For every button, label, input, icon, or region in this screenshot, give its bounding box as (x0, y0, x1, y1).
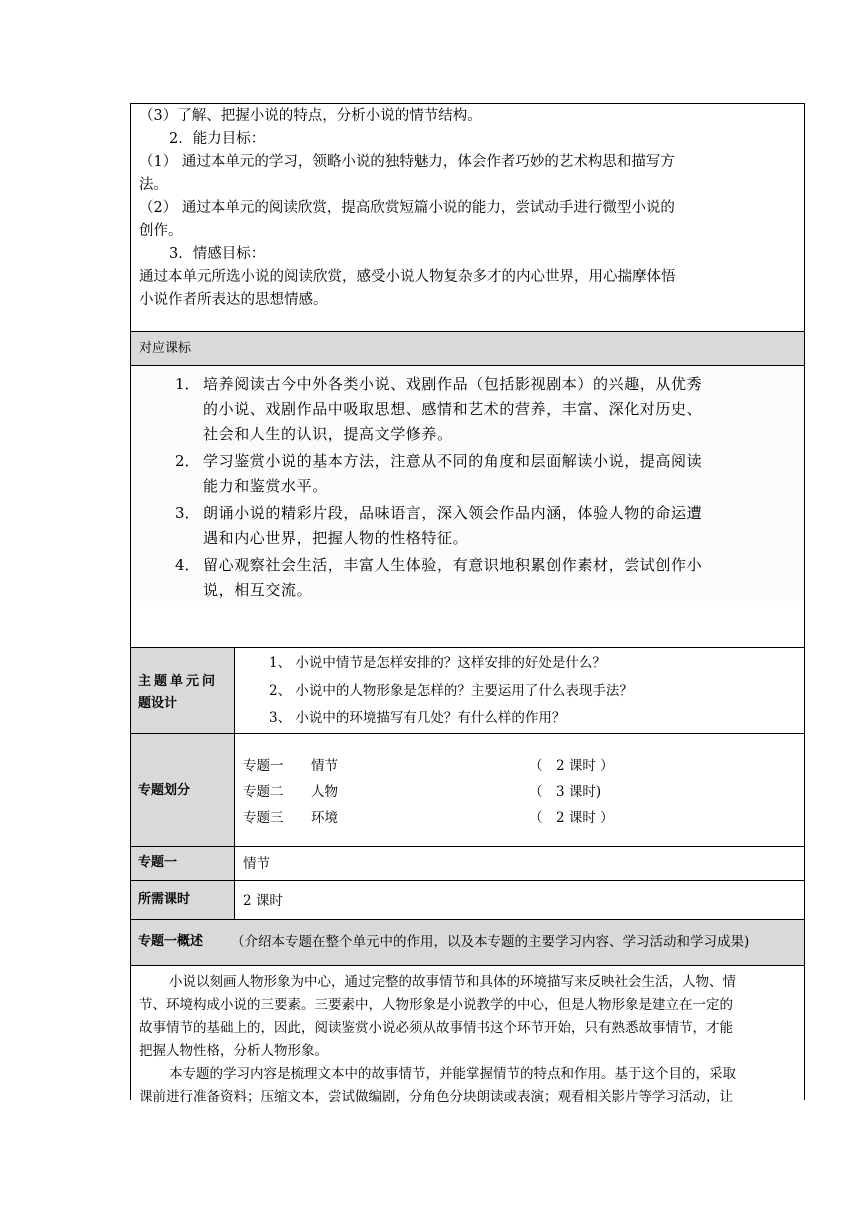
hours-label: 所需课时 (138, 892, 191, 907)
ability-item-1: （1） 通过本单元的学习，领略小说的独特魅力，体会作者巧妙的艺术构思和描写方 (139, 154, 675, 170)
topic-row-3-hours: （ 2 课时 ） (529, 810, 614, 826)
hours-value: 2 课时 (243, 893, 283, 909)
questions-label-cell (131, 648, 234, 733)
standard-1-num: 1． (175, 375, 200, 393)
ability-item-2-cont: 创作。 (139, 223, 183, 239)
ability-heading: 2．能力目标： (169, 131, 266, 147)
topic-row-3-name: 专题三 (243, 810, 284, 826)
standard-3-line2: 遇和内心世界，把握人物的性格特征。 (203, 529, 469, 547)
ability-item-2: （2） 通过本单元的阅读欣赏，提高欣赏短篇小说的能力，尝试动手进行微型小说的 (139, 200, 675, 216)
standard-1-line3: 社会和人生的认识，提高文学修养。 (203, 425, 453, 443)
overview-header (131, 920, 804, 965)
question-1: 1、 小说中情节是怎样安排的？这样安排的好处是什么？ (269, 655, 606, 671)
questions-label: 主题单元问 (138, 674, 219, 689)
overview-p1-line4: 把握人物性格，分析人物形象。 (139, 1043, 328, 1059)
ability-item-1-cont: 法。 (139, 177, 168, 193)
objective-knowledge-3: （3）了解、把握小说的特点，分析小说的情节结构。 (139, 108, 482, 124)
overview-p1-line2: 节、环境构成小说的三要素。三要素中，人物形象是小说教学的中心，但是人物形象是建立在一定的 (139, 997, 733, 1013)
standard-3-line1: 朗诵小说的精彩片段，品味语言，深入领会作品内涵，体验人物的命运遭 (203, 504, 703, 522)
lesson-plan-table (130, 103, 805, 1105)
standards-list (131, 366, 804, 601)
topics-label: 专题划分 (138, 783, 191, 798)
topic-row-2-hours: （ 3 课时) (529, 784, 602, 800)
hours-label-cell (131, 881, 234, 919)
topic1-label: 专题一 (138, 855, 178, 870)
emotion-text: 通过本单元所选小说的阅读欣赏，感受小说人物复杂多才的内心世界，用心揣摩体悟 (139, 269, 676, 285)
standard-2-line1: 学习鉴赏小说的基本方法，注意从不同的角度和层面解读小说，提高阅读 (203, 452, 703, 470)
overview-p2-line1: 本专题的学习内容是梳理文本中的故事情节，并能掌握情节的特点和作用。基于这个目的，采取 (169, 1066, 736, 1082)
standard-4-num: 4． (175, 556, 200, 574)
topic-row-1-name: 专题一 (243, 758, 284, 774)
standards-label: 对应课标 (139, 341, 192, 356)
standard-2-line2: 能力和鉴赏水平。 (203, 477, 328, 495)
standards-header (131, 332, 804, 365)
emotion-heading: 3．情感目标： (169, 246, 266, 262)
topic-row-1-hours: （ 2 课时 ） (529, 758, 614, 774)
topic-row-1-topic: 情节 (311, 758, 338, 774)
question-3: 3、 小说中的环境描写有几处？有什么样的作用？ (269, 710, 566, 726)
standard-4-line2: 说，相互交流。 (203, 581, 313, 599)
questions-label-cont: 题设计 (138, 696, 178, 711)
topic-row-3-topic: 环境 (311, 810, 338, 826)
overview-p1-line1: 小说以刻画人物形象为中心，通过完整的故事情节和具体的环境描写来反映社会生活，人物、情 (169, 974, 736, 990)
overview-label: 专题一概述 (138, 934, 204, 949)
standard-1-line2: 的小说、戏剧作品中吸取思想、感情和艺术的营养，丰富、深化对历史、 (203, 400, 703, 418)
topics-label-cell (131, 734, 234, 846)
standard-1-line1: 培养阅读古今中外各类小说、戏剧作品（包括影视剧本）的兴趣，从优秀 (203, 375, 703, 393)
standard-3-num: 3． (175, 504, 200, 522)
question-2: 2、 小说中的人物形象是怎样的？主要运用了什么表现手法？ (269, 683, 633, 699)
overview-p1-line3: 故事情节的基础上的，因此，阅读鉴赏小说必须从故事情书这个环节开始，只有熟悉故事情节，才能 (139, 1020, 733, 1036)
topic-row-2-name: 专题二 (243, 784, 284, 800)
standard-4-line1: 留心观察社会生活，丰富人生体验，有意识地积累创作素材，尝试创作小 (203, 556, 703, 574)
overview-p2-line2: 课前进行准备资料；压缩文本，尝试做编剧，分角色分块朗读或表演；观看相关影片等学习活动，让 (139, 1089, 733, 1105)
emotion-text-cont: 小说作者所表达的思想情感。 (139, 292, 328, 308)
topic-row-2-topic: 人物 (311, 784, 338, 800)
topic1-value: 情节 (243, 856, 270, 872)
topic1-label-cell (131, 847, 234, 880)
standard-2-num: 2． (175, 452, 200, 470)
overview-hint: （介绍本专题在整个单元中的作用，以及本专题的主要学习内容、学习活动和学习成果) (231, 934, 750, 950)
